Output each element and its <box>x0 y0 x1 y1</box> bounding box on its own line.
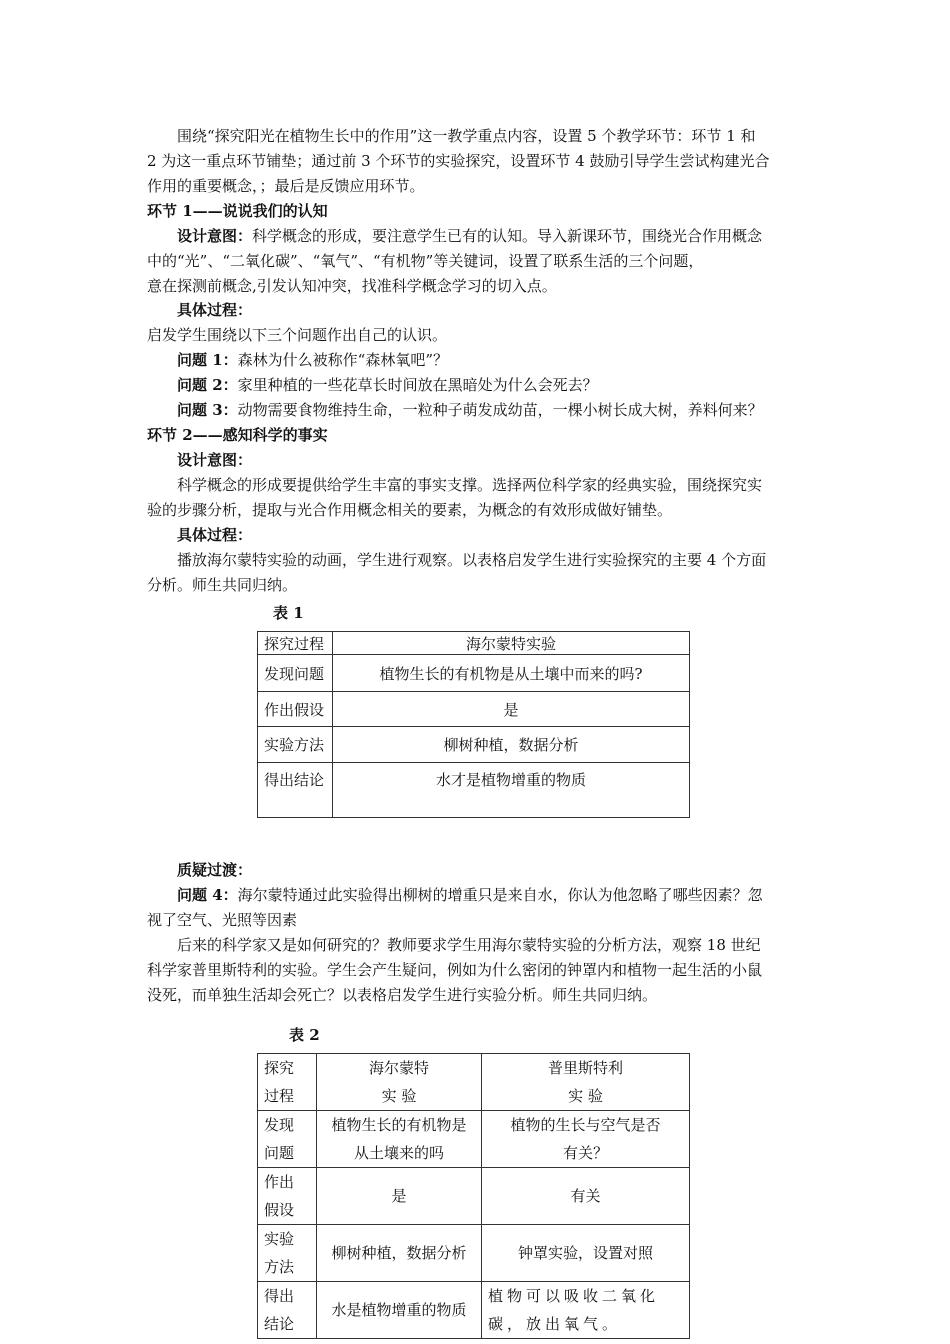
question-label: 问题 3： <box>177 401 238 419</box>
question-3 <box>177 398 763 422</box>
table-cell: 柳树种植，数据分析 <box>333 727 690 763</box>
table-cell <box>317 1111 482 1168</box>
table-cell <box>258 1225 317 1282</box>
table-cell: 水才是植物增重的物质 <box>333 763 690 818</box>
question-label: 问题 4： <box>177 886 238 904</box>
table-cell: 水是植物增重的物质 <box>317 1282 482 1339</box>
cell-line: 植物的生长与空气是否 <box>510 1116 661 1134</box>
section1-design-line-2: 中的“光”、“二氧化碳”、“氧气”、“有机物”等关键词，设置了联系生活的三个问题， <box>147 252 704 270</box>
cell-line: 作出 <box>264 1173 295 1191</box>
table-cell: 是 <box>333 692 690 727</box>
table-2 <box>257 1053 690 1339</box>
section2-design-line-1: 科学概念的形成要提供给学生丰富的事实支撑。选择两位科学家的经典实验，围绕探究实 <box>177 476 763 494</box>
table-1 <box>257 631 690 818</box>
table1-caption: 表 1 <box>273 604 304 622</box>
table-cell <box>258 1054 317 1111</box>
intro-line-1: 围绕“探究阳光在植物生长中的作用”这一教学重点内容，设置 5 个教学环节：环节 1 和 <box>177 127 756 145</box>
question-label: 问题 1： <box>177 351 238 369</box>
cell-line: 植物生长的有机物是 <box>331 1116 467 1134</box>
question-text: 动物需要食物维持生命，一粒种子萌发成幼苗，一棵小树长成大树，养料何来？ <box>237 401 763 419</box>
table-row <box>258 1168 690 1225</box>
question-4-line-1 <box>177 883 763 907</box>
table-cell: 实验方法 <box>258 727 333 763</box>
table-cell <box>482 1282 690 1339</box>
section1-design-line-3: 意在探测前概念,引发认知冲突，找准科学概念学习的切入点。 <box>147 277 557 295</box>
table-cell: 有关 <box>482 1168 690 1225</box>
table-cell <box>317 1054 482 1111</box>
table-cell: 作出假设 <box>258 692 333 727</box>
intro-line-3: 作用的重要概念，；最后是反馈应用环节。 <box>147 177 425 195</box>
table-cell: 得出结论 <box>258 763 333 818</box>
table-cell: 海尔蒙特实验 <box>333 632 690 655</box>
section2-process-line-2: 分析。师生共同归纳。 <box>147 576 298 594</box>
table-cell: 钟罩实验，设置对照 <box>482 1225 690 1282</box>
question-2 <box>177 373 598 397</box>
section1-heading: 环节 1——说说我们的认知 <box>147 202 328 220</box>
table-cell <box>258 1168 317 1225</box>
question-text: 家里种植的一些花草长时间放在黑暗处为什么会死去？ <box>237 376 598 394</box>
cell-line: 海尔蒙特 <box>368 1059 429 1077</box>
table-cell <box>482 1111 690 1168</box>
cell-line: 实验 <box>264 1230 295 1248</box>
cell-line: 方法 <box>264 1258 295 1276</box>
section1-process-label: 具体过程： <box>177 301 253 319</box>
table-row <box>258 1054 690 1111</box>
table-cell <box>258 1282 317 1339</box>
transition-para-line-3: 没死，而单独生活却会死亡？以表格启发学生进行实验分析。师生共同归纳。 <box>147 986 658 1004</box>
design-text: 科学概念的形成，要注意学生已有的认知。导入新课环节，围绕光合作用概念 <box>252 227 763 245</box>
question-4-line-2: 视了空气、光照等因素 <box>147 911 298 929</box>
table-cell: 是 <box>317 1168 482 1225</box>
cell-line: 结论 <box>264 1315 295 1333</box>
table-cell: 柳树种植，数据分析 <box>317 1225 482 1282</box>
section2-design-label: 设计意图： <box>177 451 253 469</box>
cell-line: 实 验 <box>381 1087 417 1105</box>
table-cell: 探究过程 <box>258 632 333 655</box>
question-1 <box>177 348 448 372</box>
question-text: 森林为什么被称作“森林氧吧”？ <box>237 351 449 369</box>
table-cell <box>482 1054 690 1111</box>
table-row <box>258 692 690 727</box>
section1-process-text: 启发学生围绕以下三个问题作出自己的认识。 <box>147 326 448 344</box>
cell-line: 过程 <box>264 1087 295 1105</box>
design-label: 设计意图： <box>177 227 253 245</box>
cell-line: 普里斯特利 <box>547 1059 623 1077</box>
cell-line: 问题 <box>264 1144 295 1162</box>
transition-label: 质疑过渡： <box>177 861 253 879</box>
cell-line: 发现 <box>264 1116 295 1134</box>
table-row <box>258 632 690 655</box>
cell-line: 探究 <box>264 1059 295 1077</box>
table-row <box>258 1282 690 1339</box>
table-row <box>258 1111 690 1168</box>
transition-para-line-1: 后来的科学家又是如何研究的？教师要求学生用海尔蒙特实验的分析方法，观察 18 世纪 <box>177 936 761 954</box>
section1-design-line-1 <box>177 224 762 248</box>
table-row <box>258 655 690 692</box>
table-cell: 发现问题 <box>258 655 333 692</box>
cell-line: 得出 <box>264 1287 295 1305</box>
table-row <box>258 763 690 818</box>
table-cell <box>258 1111 317 1168</box>
cell-line: 有关？ <box>562 1144 608 1162</box>
table2-caption: 表 2 <box>289 1026 320 1044</box>
cell-line: 碳，放出氧气。 <box>488 1315 622 1333</box>
cell-line: 植物可以吸收二氧化 <box>488 1287 660 1305</box>
question-text: 海尔蒙特通过此实验得出柳树的增重只是来自水，你认为他忽略了哪些因素？忽 <box>237 886 763 904</box>
section2-process-line-1: 播放海尔蒙特实验的动画，学生进行观察。以表格启发学生进行实验探究的主要 4 个方面 <box>177 551 767 569</box>
question-label: 问题 2： <box>177 376 238 394</box>
section2-process-label: 具体过程： <box>177 526 253 544</box>
cell-line: 从土壤来的吗 <box>353 1144 444 1162</box>
table-row <box>258 1225 690 1282</box>
table-row <box>258 727 690 763</box>
table-cell: 植物生长的有机物是从土壤中而来的吗? <box>333 655 690 692</box>
cell-line: 假设 <box>264 1201 295 1219</box>
intro-line-2: 2 为这一重点环节铺垫；通过前 3 个环节的实验探究，设置环节 4 鼓励引导学生尝试构建光合 <box>147 152 770 170</box>
cell-line: 实 验 <box>568 1087 603 1105</box>
transition-para-line-2: 科学家普里斯特利的实验。学生会产生疑问，例如为什么密闭的钟罩内和植物一起生活的小鼠 <box>147 961 763 979</box>
section2-heading: 环节 2——感知科学的事实 <box>147 426 328 444</box>
section2-design-line-2: 验的步骤分析，提取与光合作用概念相关的要素，为概念的有效形成做好铺垫。 <box>147 501 673 519</box>
